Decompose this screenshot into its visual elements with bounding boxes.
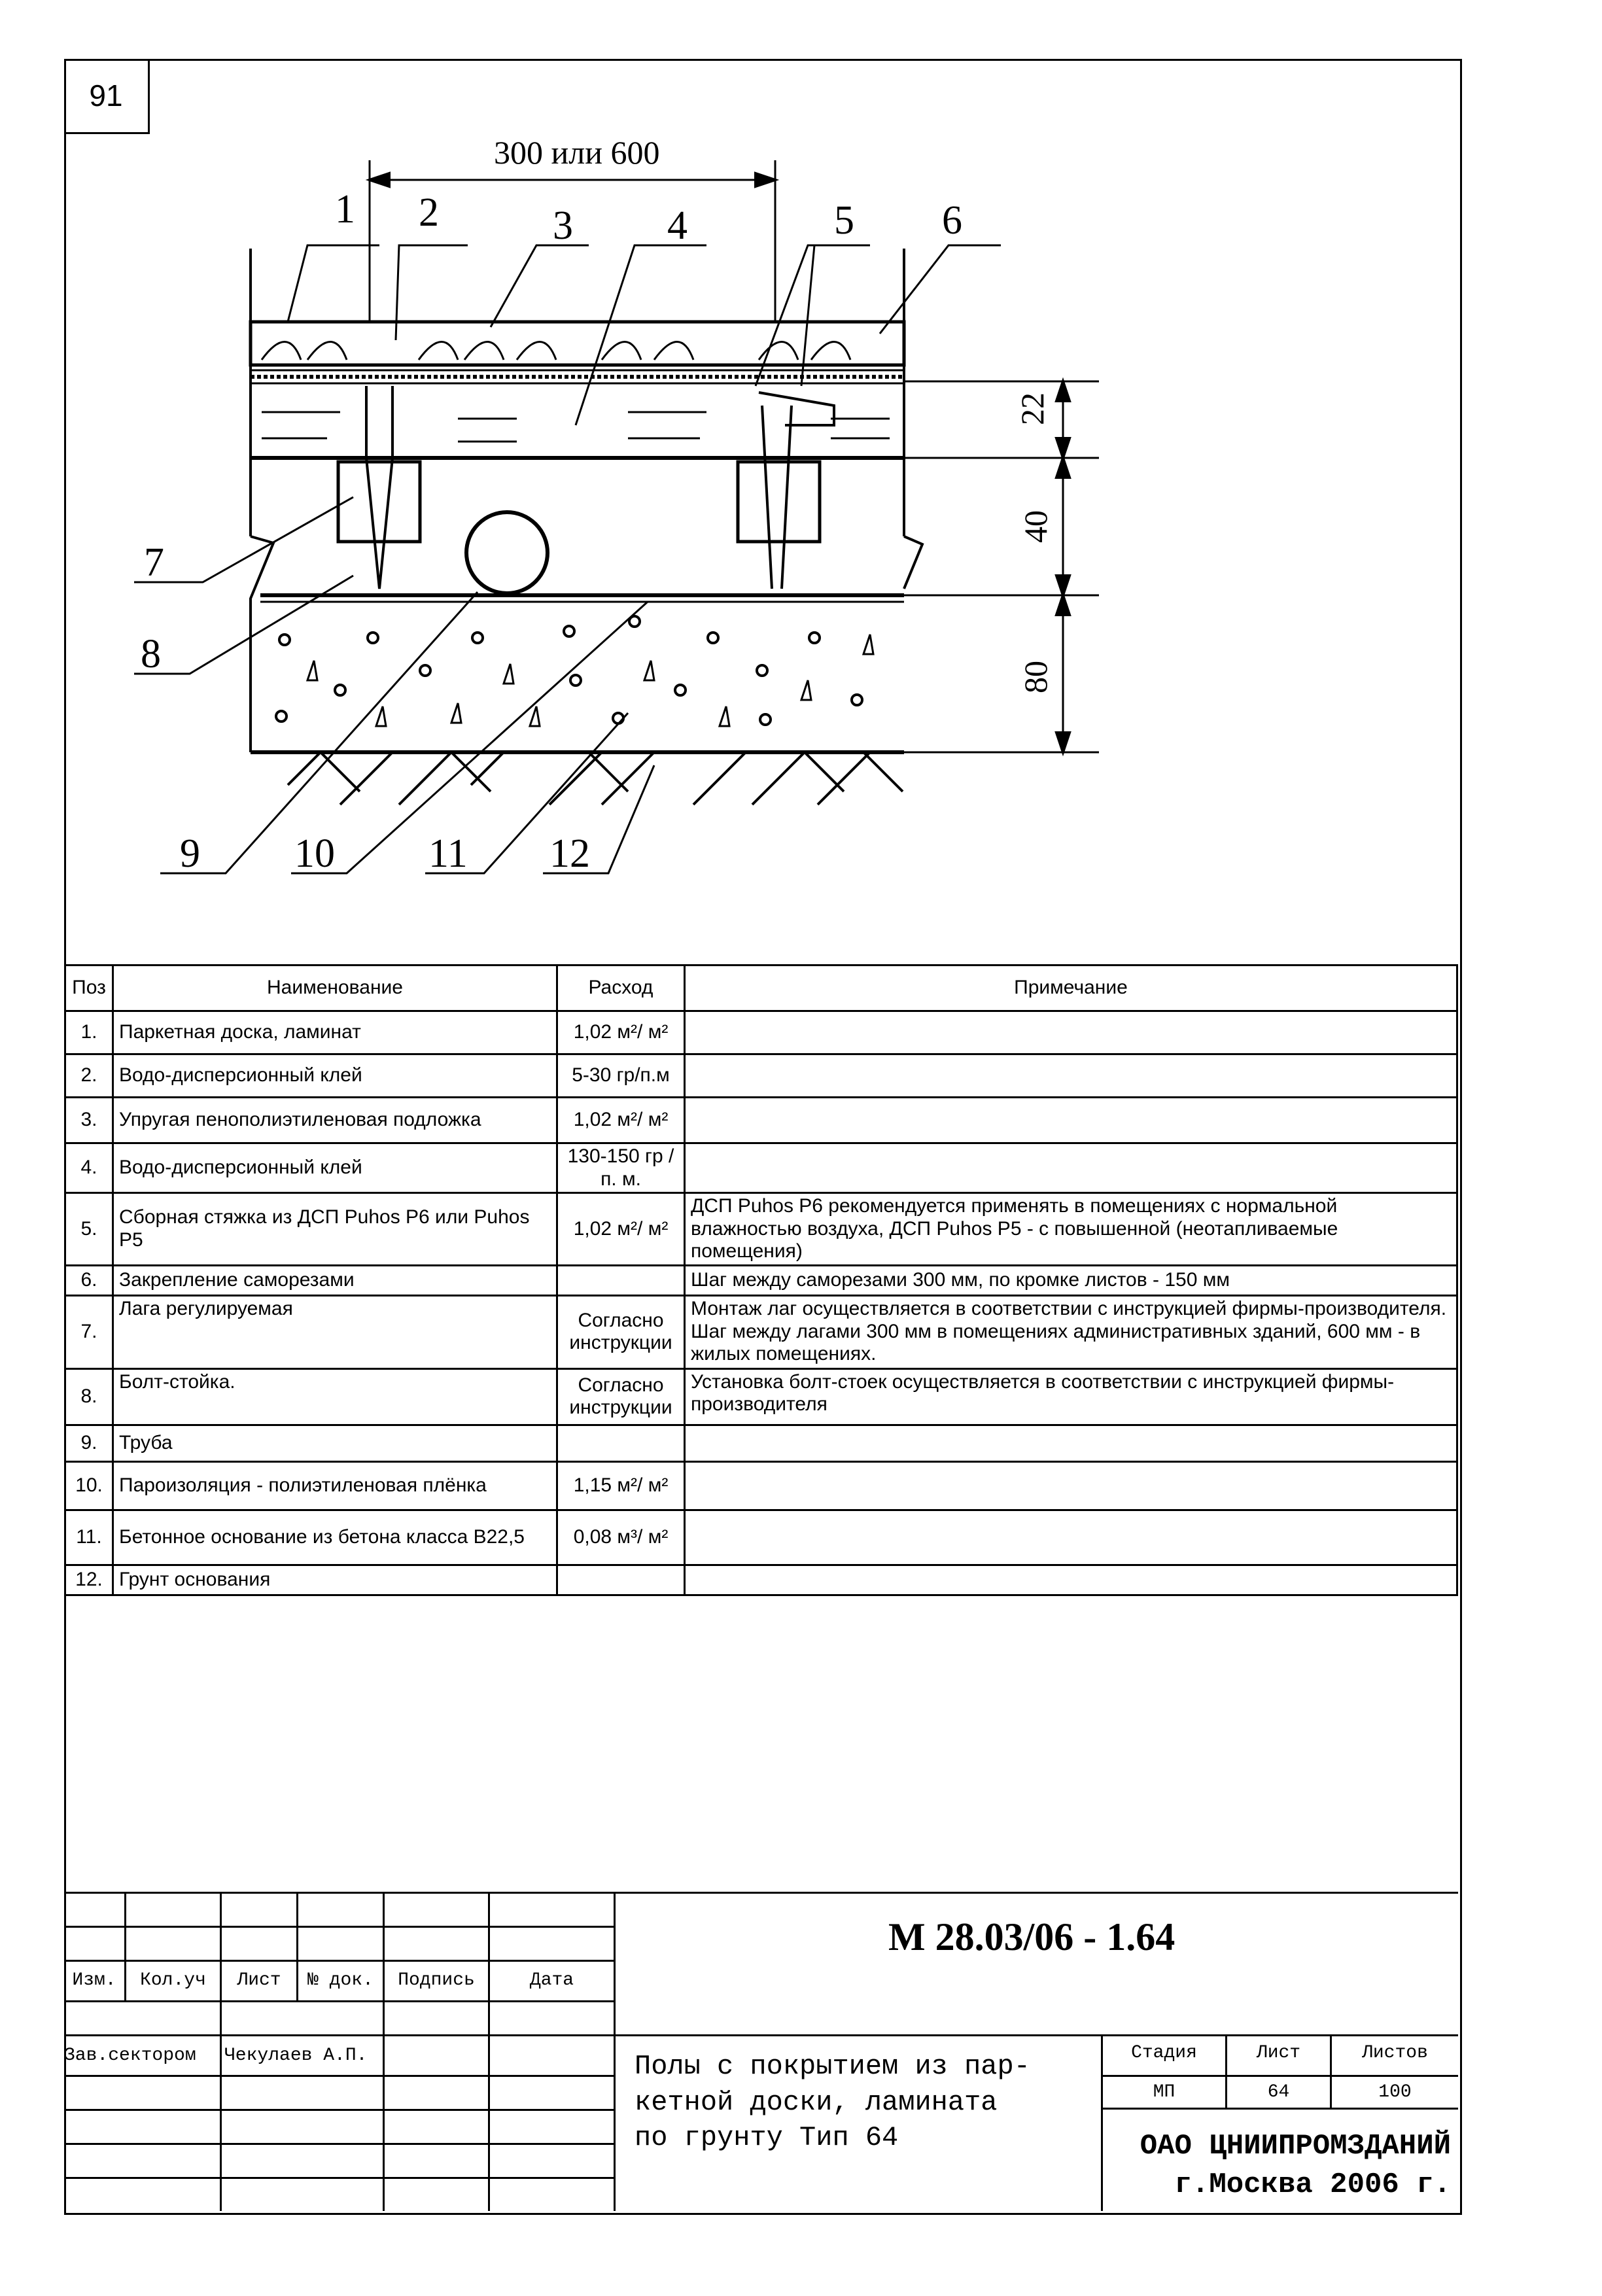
divider [64,1926,614,1928]
table-row [65,1461,1457,1510]
table-row [65,1011,1457,1054]
row-note: Шаг между саморезами 300 мм, по кромке листов - 150 мм [685,1265,1457,1295]
divider [614,1892,616,2211]
row-name: Упругая пенополиэтиленовая подложка [113,1098,557,1143]
org-city-year: г.Москва 2006 г. [1174,2168,1451,2202]
row-name: Сборная стяжка из ДСП Puhos P6 или Puhos P5 [113,1193,557,1266]
row-name: Закрепление саморезами [113,1265,557,1295]
row-consumption [557,1265,685,1295]
row-note [685,1461,1457,1510]
document-title: Полы с покрытием из пар- кетной доски, ламината по грунту Тип 64 [635,2051,1030,2154]
table-row [65,1143,1457,1193]
callout-2: 2 [419,190,439,235]
table-row [65,1425,1457,1461]
divider [64,2075,614,2077]
header-consumption: Расход [557,965,685,1011]
row-name: Пароизоляция - полиэтиленовая плёнка [113,1461,557,1510]
org-name: ОАО ЦНИИПРОМЗДАНИЙ [1140,2130,1451,2163]
col-date: Дата [529,1970,574,1991]
stage-label: Стадия [1131,2042,1197,2063]
row-name: Водо-дисперсионный клей [113,1143,557,1193]
col-sign: Подпись [398,1970,475,1991]
row-pos: 7. [65,1295,113,1368]
row-name: Труба [113,1425,557,1461]
divider [383,1892,385,2211]
callout-11: 11 [428,831,468,876]
row-name: Грунт основания [113,1565,557,1595]
specification-table [64,964,1458,1596]
row-note [685,1510,1457,1565]
row-note [685,1098,1457,1143]
table-row [65,1368,1457,1425]
table-row [65,1295,1457,1368]
col-list: Лист [237,1970,281,1991]
top-dimension: 300 или 600 [494,134,660,171]
callout-7: 7 [144,540,164,585]
divider [64,2143,614,2145]
row-consumption: 1,02 м²/ м² [557,1098,685,1143]
organization [1111,2127,1451,2205]
page-number: 91 [64,59,150,134]
sheets-label: Листов [1362,2042,1428,2063]
row-name: Бетонное основание из бетона класса В22,5 [113,1510,557,1565]
person-cell: Чекулаев А.П. [224,2045,368,2066]
row-pos: 12. [65,1565,113,1595]
row-consumption: 5-30 гр/п.м [557,1054,685,1098]
title-block [64,1892,1458,2211]
callout-5: 5 [834,198,854,243]
row-consumption: 1,02 м²/ м² [557,1193,685,1266]
row-note [685,1565,1457,1595]
sheet-label: Лист [1256,2042,1301,2063]
divider [64,2109,614,2111]
table-row [65,1054,1457,1098]
table-row [65,1193,1457,1266]
dim-22: 22 [1014,392,1051,425]
row-pos: 3. [65,1098,113,1143]
row-note: ДСП Puhos P6 рекомендуется применять в помещениях с нормальной влажностью воздуха, ДСП Puhos P5 - с повышенной (неотапливаемые помещения) [685,1193,1457,1266]
callout-4: 4 [667,203,688,248]
row-name: Болт-стойка. [113,1368,557,1425]
row-pos: 2. [65,1054,113,1098]
row-pos: 6. [65,1265,113,1295]
sheet-value: 64 [1267,2082,1290,2102]
row-name: Водо-дисперсионный клей [113,1054,557,1098]
row-pos: 1. [65,1011,113,1054]
row-note: Установка болт-стоек осуществляется в соответствии с инструкцией фирмы-производителя [685,1368,1457,1425]
header-note: Примечание [685,965,1457,1011]
callout-6: 6 [942,198,962,243]
col-izm: Изм. [72,1970,116,1991]
divider [220,1892,222,2211]
row-consumption [557,1565,685,1595]
table-row [65,1510,1457,1565]
row-consumption: 130-150 гр /п. м. [557,1143,685,1193]
row-name: Лага регулируемая [113,1295,557,1368]
row-note [685,1425,1457,1461]
row-note [685,1011,1457,1054]
table-row [65,1098,1457,1143]
table-row [65,1565,1457,1595]
floor-section-drawing [0,0,1602,962]
row-consumption: 1,02 м²/ м² [557,1011,685,1054]
row-consumption: Согласно инструкции [557,1295,685,1368]
role-cell: Зав.сектором [64,2045,196,2066]
col-kol: Кол.уч [140,1970,206,1991]
divider [64,1892,1458,1894]
table-header-row [65,965,1457,1011]
header-name: Наименование [113,965,557,1011]
row-pos: 11. [65,1510,113,1565]
row-pos: 10. [65,1461,113,1510]
dim-80: 80 [1017,661,1054,693]
stage-value: МП [1153,2082,1175,2102]
divider [64,2177,614,2179]
col-doc: № док. [307,1970,374,1991]
divider [64,2000,614,2002]
row-pos: 9. [65,1425,113,1461]
row-note [685,1143,1457,1193]
callout-9: 9 [180,831,200,876]
row-pos: 8. [65,1368,113,1425]
callout-12: 12 [549,831,590,876]
row-consumption: 0,08 м³/ м² [557,1510,685,1565]
table-row [65,1265,1457,1295]
row-consumption: 1,15 м²/ м² [557,1461,685,1510]
dim-40: 40 [1017,510,1054,543]
row-note [685,1054,1457,1098]
document-code: М 28.03/06 - 1.64 [888,1915,1175,1958]
divider [1101,2108,1458,2110]
callout-1: 1 [335,187,355,232]
row-note: Монтаж лаг осуществляется в соответствии с инструкцией фирмы-производителя. Шаг между лагами 300 мм в помещениях административных зданий, 600 мм - в жилых помещениях. [685,1295,1457,1368]
row-consumption [557,1425,685,1461]
divider [488,1892,490,2211]
callout-8: 8 [141,632,161,676]
row-pos: 4. [65,1143,113,1193]
row-consumption: Согласно инструкции [557,1368,685,1425]
header-pos: Поз [65,965,113,1011]
row-pos: 5. [65,1193,113,1266]
row-name: Паркетная доска, ламинат [113,1011,557,1054]
callout-10: 10 [294,831,335,876]
callout-3: 3 [553,203,573,248]
sheets-value: 100 [1378,2082,1412,2102]
